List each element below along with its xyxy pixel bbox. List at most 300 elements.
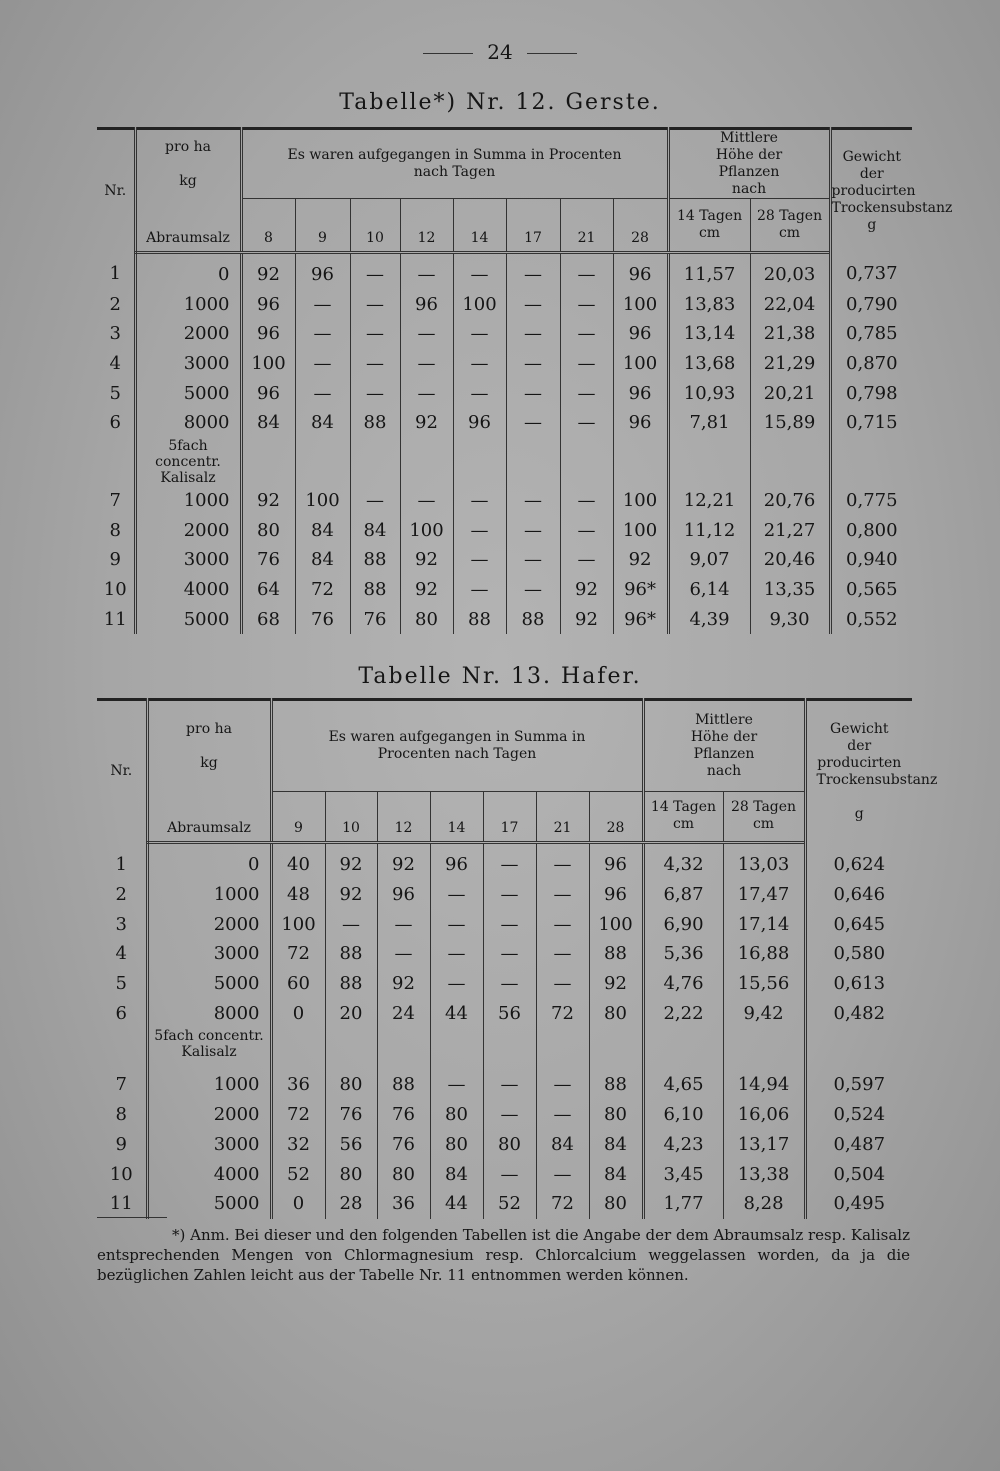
cell: 92	[325, 843, 377, 880]
cell: 84	[350, 515, 400, 545]
table-row	[97, 843, 912, 880]
cell: 0,597	[805, 1070, 912, 1100]
cell: 0	[147, 843, 271, 880]
cell: 11,57	[668, 252, 750, 289]
cell: 72	[295, 575, 350, 605]
cell: 1000	[147, 1070, 271, 1100]
cell: —	[295, 378, 350, 408]
cell: 0,524	[805, 1100, 912, 1130]
cell: 0	[271, 998, 325, 1028]
header-hoehe: Mittlere Höhe der Pflanzen nach	[643, 700, 805, 792]
cell: 92	[377, 843, 430, 880]
cell: —	[453, 252, 506, 289]
table-row	[97, 1070, 912, 1100]
cell: 92	[613, 545, 668, 575]
cell: 100	[613, 515, 668, 545]
cell: 6,90	[643, 909, 723, 939]
cell: 4,39	[668, 604, 750, 634]
cell: 13,14	[668, 319, 750, 349]
table-row	[97, 909, 912, 939]
row-number: 1	[115, 853, 127, 875]
cell: —	[377, 939, 430, 969]
header-pro-ha: pro ha kg	[135, 129, 241, 199]
header-day: 28	[589, 791, 643, 843]
cell: 21,29	[750, 349, 830, 379]
cell: 4,23	[643, 1130, 723, 1160]
cell: 88	[453, 604, 506, 634]
cell: 100	[589, 909, 643, 939]
cell: 44	[430, 998, 483, 1028]
cell: 0,613	[805, 969, 912, 999]
cell: 100	[241, 349, 295, 379]
cell: 88	[589, 939, 643, 969]
cell: 15,89	[750, 408, 830, 438]
cell: 17,14	[723, 909, 805, 939]
cell: 92	[241, 252, 295, 289]
cell: 68	[241, 604, 295, 634]
cell: —	[430, 939, 483, 969]
cell: 80	[325, 1159, 377, 1189]
cell: 4000	[135, 575, 241, 605]
cell: —	[560, 408, 613, 438]
cell: —	[350, 319, 400, 349]
cell: —	[400, 252, 453, 289]
cell: 0	[271, 1189, 325, 1219]
group-label: 5fach concentr. Kalisalz	[147, 1028, 271, 1070]
cell: —	[536, 880, 589, 910]
cell: —	[506, 349, 560, 379]
cell: —	[506, 545, 560, 575]
cell: —	[483, 1070, 536, 1100]
cell: 92	[241, 486, 295, 516]
cell: 84	[589, 1130, 643, 1160]
cell: 1000	[135, 289, 241, 319]
cell: 76	[350, 604, 400, 634]
table-row	[97, 1100, 912, 1130]
cell: 84	[295, 515, 350, 545]
cell: 96	[453, 408, 506, 438]
cell: 96	[613, 252, 668, 289]
cell: 36	[377, 1189, 430, 1219]
row-number: 6	[109, 412, 121, 434]
cell: 0,565	[830, 575, 912, 605]
cell: —	[560, 349, 613, 379]
cell: 100	[613, 289, 668, 319]
cell: 72	[536, 998, 589, 1028]
cell: 3000	[147, 1130, 271, 1160]
cell: 6,87	[643, 880, 723, 910]
cell: —	[350, 486, 400, 516]
header-nr: Nr.	[97, 129, 135, 253]
cell: 21,27	[750, 515, 830, 545]
table12	[97, 127, 953, 634]
row-number: 5	[115, 973, 127, 995]
table-row	[97, 575, 912, 605]
cell: 100	[271, 909, 325, 939]
cell: —	[483, 969, 536, 999]
cell: 3000	[135, 545, 241, 575]
cell: —	[506, 319, 560, 349]
cell: 0,800	[830, 515, 912, 545]
header-t14: 14 Tagen cm	[643, 791, 723, 843]
cell: —	[483, 843, 536, 880]
cell: 2,22	[643, 998, 723, 1028]
cell: 52	[483, 1189, 536, 1219]
page-number	[0, 40, 1000, 64]
cell: 6,10	[643, 1100, 723, 1130]
table-row	[97, 939, 912, 969]
row-number: 9	[115, 1133, 127, 1155]
cell: 100	[295, 486, 350, 516]
cell: 0,775	[830, 486, 912, 516]
cell: 44	[430, 1189, 483, 1219]
cell: 96	[241, 319, 295, 349]
cell: 5000	[135, 378, 241, 408]
cell: —	[325, 909, 377, 939]
cell: 92	[400, 408, 453, 438]
cell: 80	[589, 1100, 643, 1130]
cell: —	[536, 939, 589, 969]
cell: 96	[613, 378, 668, 408]
table-row	[97, 408, 912, 438]
header-aufgegangen: Es waren aufgegangen in Summa in Procenten nach Tagen	[271, 700, 643, 792]
cell: 1000	[147, 880, 271, 910]
cell: 21,38	[750, 319, 830, 349]
row-number: 1	[109, 263, 121, 285]
cell: —	[400, 349, 453, 379]
cell: —	[483, 939, 536, 969]
cell: 92	[560, 604, 613, 634]
cell: 96	[430, 843, 483, 880]
header-day: 14	[453, 199, 506, 253]
cell: 100	[613, 486, 668, 516]
cell: —	[506, 252, 560, 289]
row-number: 3	[109, 323, 121, 345]
cell: 92	[589, 969, 643, 999]
cell: 0	[135, 252, 241, 289]
cell: 0,624	[805, 843, 912, 880]
table-row	[97, 515, 912, 545]
cell: 2000	[147, 1100, 271, 1130]
table-row	[97, 1159, 912, 1189]
cell: —	[560, 378, 613, 408]
cell: 17,47	[723, 880, 805, 910]
cell: 76	[295, 604, 350, 634]
cell: 1,77	[643, 1189, 723, 1219]
cell: —	[506, 575, 560, 605]
header-day: 8	[241, 199, 295, 253]
header-day: 10	[325, 791, 377, 843]
cell: 7,81	[668, 408, 750, 438]
cell: 80	[377, 1159, 430, 1189]
cell: —	[560, 515, 613, 545]
cell: —	[453, 378, 506, 408]
row-number: 7	[115, 1074, 127, 1096]
header-day: 28	[613, 199, 668, 253]
table12-title: Tabelle*) Nr. 12. Gerste.	[339, 90, 661, 115]
cell: 80	[430, 1130, 483, 1160]
cell: 92	[560, 575, 613, 605]
table-row	[97, 252, 912, 289]
header-nr: Nr.	[97, 700, 147, 843]
cell: 96	[400, 289, 453, 319]
table-row	[97, 289, 912, 319]
cell: 28	[325, 1189, 377, 1219]
cell: 76	[241, 545, 295, 575]
row-number: 10	[109, 1163, 133, 1185]
cell: —	[536, 969, 589, 999]
table-row	[97, 880, 912, 910]
cell: 0,790	[830, 289, 912, 319]
cell: 88	[325, 969, 377, 999]
cell: —	[560, 319, 613, 349]
cell: —	[295, 319, 350, 349]
cell: —	[430, 880, 483, 910]
row-number: 9	[109, 549, 121, 571]
header-day: 9	[295, 199, 350, 253]
cell: 9,07	[668, 545, 750, 575]
cell: 13,17	[723, 1130, 805, 1160]
cell: —	[400, 486, 453, 516]
cell: —	[536, 1100, 589, 1130]
header-pro-ha: pro ha kg	[147, 700, 271, 792]
cell: 20,03	[750, 252, 830, 289]
table-row	[97, 1130, 912, 1160]
cell: 13,83	[668, 289, 750, 319]
cell: 9,42	[723, 998, 805, 1028]
cell: 2000	[135, 515, 241, 545]
cell: 88	[377, 1070, 430, 1100]
cell: 20,46	[750, 545, 830, 575]
header-day: 12	[400, 199, 453, 253]
cell: 76	[377, 1130, 430, 1160]
cell: 96	[589, 880, 643, 910]
row-number: 11	[103, 608, 127, 630]
cell: —	[350, 289, 400, 319]
table-row	[97, 378, 912, 408]
cell: 4,32	[643, 843, 723, 880]
header-day: 17	[506, 199, 560, 253]
cell: —	[453, 545, 506, 575]
cell: —	[536, 1159, 589, 1189]
cell: 80	[589, 1189, 643, 1219]
cell: —	[430, 1070, 483, 1100]
cell: 16,88	[723, 939, 805, 969]
cell: —	[295, 289, 350, 319]
cell: 2000	[135, 319, 241, 349]
cell: 84	[295, 408, 350, 438]
row-number: 5	[109, 382, 121, 404]
cell: 80	[241, 515, 295, 545]
cell: —	[560, 486, 613, 516]
cell: —	[350, 378, 400, 408]
cell: 0,482	[805, 998, 912, 1028]
cell: 0,798	[830, 378, 912, 408]
footnote	[97, 1225, 910, 1285]
header-aufgegangen: Es waren aufgegangen in Summa in Procenten nach Tagen	[241, 129, 668, 199]
cell: 64	[241, 575, 295, 605]
cell: 2000	[147, 909, 271, 939]
cell: —	[400, 378, 453, 408]
table-row	[97, 969, 912, 999]
cell: 13,38	[723, 1159, 805, 1189]
group-label: 5fach concentr. Kalisalz	[135, 438, 241, 486]
cell: —	[400, 319, 453, 349]
header-t28: 28 Tagen cm	[723, 791, 805, 843]
cell: 88	[589, 1070, 643, 1100]
cell: 6,14	[668, 575, 750, 605]
cell: 88	[506, 604, 560, 634]
header-hoehe: Mittlere Höhe der Pflanzen nach	[668, 129, 830, 199]
header-day: 21	[536, 791, 589, 843]
row-number: 8	[115, 1104, 127, 1126]
cell: —	[483, 1159, 536, 1189]
cell: 11,12	[668, 515, 750, 545]
cell: —	[560, 252, 613, 289]
cell: 0,580	[805, 939, 912, 969]
cell: 92	[377, 969, 430, 999]
cell: 84	[241, 408, 295, 438]
cell: —	[483, 880, 536, 910]
cell: 0,737	[830, 252, 912, 289]
header-day: 14	[430, 791, 483, 843]
cell: 92	[325, 880, 377, 910]
cell: 96	[589, 843, 643, 880]
cell: 76	[325, 1100, 377, 1130]
cell: 10,93	[668, 378, 750, 408]
cell: 13,68	[668, 349, 750, 379]
cell: 92	[400, 545, 453, 575]
cell: 96*	[613, 575, 668, 605]
cell: 22,04	[750, 289, 830, 319]
row-number: 8	[109, 519, 121, 541]
cell: 0,645	[805, 909, 912, 939]
table-row	[97, 998, 912, 1028]
cell: 13,03	[723, 843, 805, 880]
cell: 4,65	[643, 1070, 723, 1100]
cell: —	[350, 349, 400, 379]
cell: 40	[271, 843, 325, 880]
cell: 60	[271, 969, 325, 999]
cell: 8000	[135, 408, 241, 438]
cell: 84	[295, 545, 350, 575]
cell: 3000	[147, 939, 271, 969]
cell: 5000	[147, 1189, 271, 1219]
cell: 1000	[135, 486, 241, 516]
cell: 96	[613, 408, 668, 438]
cell: —	[506, 486, 560, 516]
cell: 96	[295, 252, 350, 289]
cell: 84	[430, 1159, 483, 1189]
cell: 92	[400, 575, 453, 605]
cell: —	[430, 909, 483, 939]
cell: —	[453, 515, 506, 545]
cell: 0,870	[830, 349, 912, 379]
cell: 0,646	[805, 880, 912, 910]
cell: 8,28	[723, 1189, 805, 1219]
group-label-row	[97, 1028, 912, 1070]
cell: 96	[241, 378, 295, 408]
row-number: 4	[109, 352, 121, 374]
cell: 96	[377, 880, 430, 910]
group-label-row	[97, 438, 912, 486]
cell: 88	[350, 575, 400, 605]
header-day: 9	[271, 791, 325, 843]
table-row	[97, 545, 912, 575]
cell: —	[453, 319, 506, 349]
footnote-rule	[97, 1217, 167, 1218]
cell: 80	[483, 1130, 536, 1160]
table-row	[97, 604, 912, 634]
header-abraumsalz: Abraumsalz	[135, 199, 241, 253]
cell: 96	[241, 289, 295, 319]
cell: 0,715	[830, 408, 912, 438]
cell: 20	[325, 998, 377, 1028]
cell: —	[430, 969, 483, 999]
cell: —	[295, 349, 350, 379]
cell: 13,35	[750, 575, 830, 605]
cell: 9,30	[750, 604, 830, 634]
cell: 0,487	[805, 1130, 912, 1160]
cell: 72	[536, 1189, 589, 1219]
table-row	[97, 486, 912, 516]
cell: 5000	[135, 604, 241, 634]
cell: 3,45	[643, 1159, 723, 1189]
cell: 80	[589, 998, 643, 1028]
header-day: 21	[560, 199, 613, 253]
cell: 0,504	[805, 1159, 912, 1189]
cell: 0,552	[830, 604, 912, 634]
cell: —	[536, 843, 589, 880]
row-number: 10	[103, 579, 127, 601]
cell: 72	[271, 1100, 325, 1130]
cell: 4000	[147, 1159, 271, 1189]
header-abraumsalz: Abraumsalz	[147, 791, 271, 843]
cell: —	[536, 909, 589, 939]
cell: —	[560, 289, 613, 319]
row-number: 3	[115, 913, 127, 935]
cell: 15,56	[723, 969, 805, 999]
cell: 20,21	[750, 378, 830, 408]
header-gewicht: Gewicht der producirten Trockensubstanz g	[830, 129, 912, 253]
cell: 48	[271, 880, 325, 910]
cell: 5,36	[643, 939, 723, 969]
cell: 88	[325, 939, 377, 969]
cell: 0,495	[805, 1189, 912, 1219]
cell: 24	[377, 998, 430, 1028]
cell: 12,21	[668, 486, 750, 516]
header-t28: 28 Tagen cm	[750, 199, 830, 253]
cell: —	[483, 1100, 536, 1130]
header-day: 12	[377, 791, 430, 843]
cell: 88	[350, 408, 400, 438]
cell: 20,76	[750, 486, 830, 516]
cell: —	[506, 515, 560, 545]
cell: 56	[325, 1130, 377, 1160]
header-gewicht: Gewicht der producirten Trockensubstanz g	[805, 700, 912, 843]
cell: 32	[271, 1130, 325, 1160]
cell: 80	[400, 604, 453, 634]
cell: —	[506, 408, 560, 438]
cell: 84	[536, 1130, 589, 1160]
cell: —	[483, 909, 536, 939]
page-number-text: 24	[487, 40, 513, 64]
cell: 96*	[613, 604, 668, 634]
table13-title: Tabelle Nr. 13. Hafer.	[358, 664, 642, 689]
cell: 88	[350, 545, 400, 575]
cell: —	[350, 252, 400, 289]
cell: 4,76	[643, 969, 723, 999]
